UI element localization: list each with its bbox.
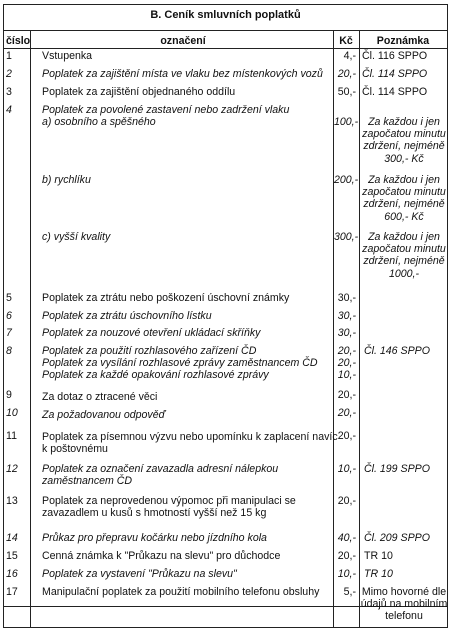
row-price: 20,- [337,389,356,401]
row-price: 20,- [337,430,356,442]
column-divider [30,31,31,627]
row-desc: Poplatek za ztrátu nebo poškození úschovní známky [42,292,290,304]
divider [4,30,447,31]
row-number: 15 [6,550,18,562]
row-price: 20,- [337,407,356,419]
row-number: 4 [6,104,12,116]
row-price: 30,- [337,292,356,304]
row-price: 10,- [337,369,356,381]
row-note: TR 10 [364,568,393,580]
header-desc: označení [160,35,206,47]
row-desc: zaměstnancem ČD [42,475,133,487]
row-number: 12 [6,463,18,475]
row-desc: Poplatek za zajištění místa ve vlaku bez místenkových vozů [42,68,323,80]
row-desc: Poplatek za označení zavazadla adresní nálepkou [42,463,279,475]
row-note: Čl. 199 SPPO [364,463,430,475]
row-price: 5,- [343,586,356,598]
row-desc: Průkaz pro přepravu kočárku nebo jízdního kola [42,532,267,544]
row-price: 4,- [343,50,356,62]
row-note: Čl. 146 SPPO [364,345,430,357]
row-price: 30,- [337,310,356,322]
row-price: 30,- [337,327,356,339]
table-title: B. Ceník smluvních poplatků [150,9,301,21]
row-desc: Poplatek za každé opakování rozhlasové zprávy [42,369,269,381]
row-price: 200,- [334,174,359,186]
row-number: 7 [6,327,12,339]
row-price: 10,- [337,568,356,580]
row-note: Čl. 209 SPPO [364,532,430,544]
fee-table [3,4,448,628]
row-number: 14 [6,532,18,544]
row-number: 5 [6,292,12,304]
divider [4,48,447,49]
row-price: 100,- [334,116,359,128]
row-desc: Poplatek za povolené zastavení nebo zadržení vlaku [42,104,290,116]
header-num: číslo [6,35,31,47]
row-note: Mimo hovorné dle údajů na mobilním telefonu [360,586,448,623]
row-number: 9 [6,389,12,401]
row-price: 300,- [334,231,359,243]
row-desc: k poštovnému [42,443,108,455]
row-number: 13 [6,495,18,507]
row-desc: Poplatek za vysílání rozhlasové zprávy zaměstnancem ČD [42,357,318,369]
row-desc: b) rychlíku [42,174,91,186]
row-price: 50,- [337,86,356,98]
row-number: 17 [6,586,18,598]
row-number: 3 [6,86,12,98]
row-note: Čl. 114 SPPO [362,86,428,98]
row-note: Čl. 116 SPPO [362,50,428,62]
row-number: 16 [6,568,18,580]
row-desc: Cenná známka k "Průkazu na slevu" pro důchodce [42,550,281,562]
row-price: 20,- [337,357,356,369]
row-note: TR 10 [364,550,393,562]
row-price: 40,- [337,532,356,544]
row-desc: Za požadovanou odpověď [42,409,166,421]
row-number: 2 [6,68,12,80]
row-number: 11 [6,430,17,442]
row-desc: Za dotaz o ztracené věci [42,391,158,403]
header-price: Kč [339,35,353,47]
row-number: 10 [6,407,18,419]
row-desc: a) osobního a spěšného [42,116,156,128]
row-desc: Poplatek za vystavení "Průkazu na slevu" [42,568,237,580]
row-desc: Poplatek za zajištění objednaného oddílu [42,86,236,98]
row-note: Za každou i jen započatou minutu zdržení, nejméně 1000,- [362,231,446,280]
row-price: 20,- [337,68,356,80]
row-desc: Vstupenka [42,50,93,62]
row-note: Čl. 114 SPPO [362,68,428,80]
row-desc: Poplatek za neprovedenou výpomoc při manipulaci se [42,495,296,507]
row-note: Za každou i jen započatou minutu zdržení, nejméně 600,- Kč [362,174,446,223]
row-note: Za každou i jen započatou minutu zdržení, nejméně 300,- Kč [362,116,446,165]
row-price: 10,- [337,463,356,475]
row-number: 8 [6,345,12,357]
row-number: 1 [6,50,12,62]
header-note: Poznámka [376,35,430,47]
row-price: 20,- [337,495,356,507]
row-desc: Poplatek za nouzové otevření ukládací skříňky [42,327,261,339]
row-number: 6 [6,310,12,322]
row-desc: Poplatek za použití rozhlasového zařízení ČD [42,345,257,357]
row-desc: Poplatek za ztrátu úschovního lístku [42,310,212,322]
row-desc: c) vyšší kvality [42,231,111,243]
row-price: 20,- [337,550,356,562]
row-desc: Poplatek za písemnou výzvu nebo upomínku k zaplacení navíc [42,431,338,443]
row-desc: Manipulační poplatek za použití mobilního telefonu obsluhy [42,586,320,598]
row-price: 20,- [337,345,356,357]
row-desc: zavazadlem u kusů s hmotností vyšší než 15 kg [42,507,267,519]
